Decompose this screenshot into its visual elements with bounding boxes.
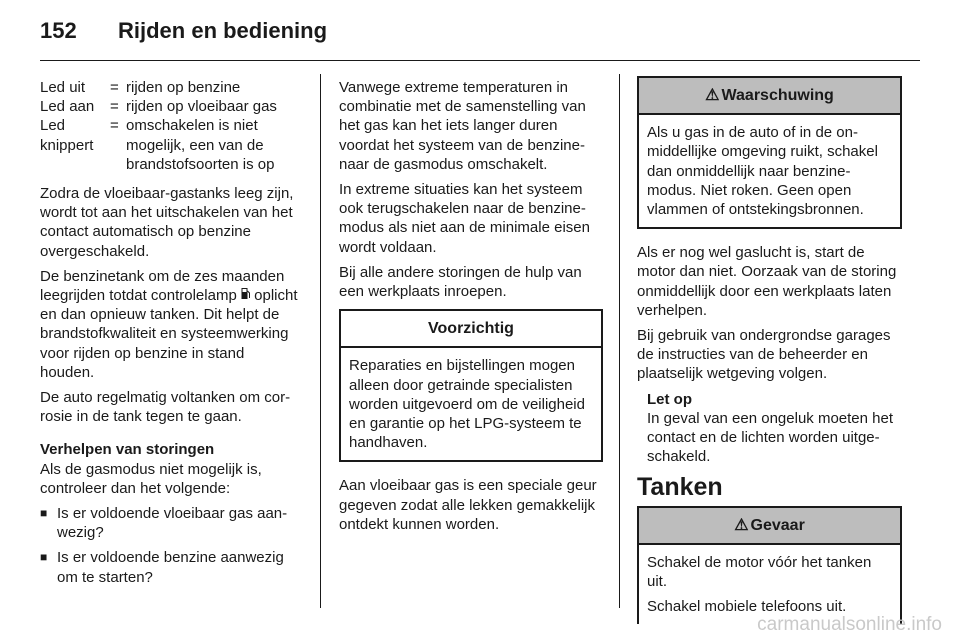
note-body: In geval van een ongeluk moeten het contact en de lichten worden uitgeschakeld. [647,409,894,466]
paragraph: Bij alle andere storingen de hulp van een werkplaats inroepen. [339,263,582,301]
legend-sep: = [110,79,119,96]
danger-body: Schakel mobiele telefoons uit. [647,598,847,616]
paragraph-text: De benzinetank om de zes maanden leegrijden totdat controlelamp [40,267,285,305]
danger-header [639,508,900,545]
page-header [40,18,327,44]
legend-term: Led knippert [40,117,94,154]
note-title: Let op [647,390,692,408]
column-divider [320,74,321,608]
legend-term: Led uit [40,79,86,96]
watermark: carmanualsonline.info [757,614,942,635]
legend-desc: rijden op vloeibaar gas [126,98,277,116]
list-item [40,548,302,586]
legend-term: Led aan [40,98,95,116]
caution-box [339,309,603,462]
header-rule [40,60,920,61]
column-1 [40,78,302,593]
danger-box [637,506,902,625]
paragraph: In extreme situaties kan het systeem ook terugschakelen naar de benzinemodus als niet aan de minimale eisen wordt voldaan. [339,181,590,256]
paragraph: Vanwege extreme temperaturen in combinatie met de samenstelling van het gas kan het iets langer duren voordat het systeem van de benzinenaar de gasmodus omschakelt. [339,79,586,173]
legend-desc: rijden op benzine [126,79,241,96]
paragraph: De auto regelmatig voltanken om corrosie in de tank tegen te gaan. [40,389,291,426]
legend-sep: = [110,117,119,135]
danger-title: Gevaar [750,516,805,534]
bullet-icon: ■ [40,550,48,565]
legend-sep: = [110,98,119,116]
paragraph-text: oplicht en dan opnieuw tanken. Dit helpt de brandstofkwaliteit en systeemwerking voor rijden op benzine in stand houden. [40,287,298,381]
danger-body: Schakel de motor vóór het tanken uit. [647,553,872,591]
warning-title: Waarschuwing [721,87,834,104]
column-divider [619,74,620,608]
bullet-icon: ■ [40,506,48,521]
section-heading: Verhelpen van storingen [40,441,215,459]
paragraph: Aan vloeibaar gas is een speciale geur gegeven zodat alle lekken gemakkelijk ontdekt kunnen worden. [339,477,597,533]
section-title: Tanken [637,473,723,502]
warning-triangle-icon: ⚠ [734,516,749,534]
warning-body: Als u gas in de auto of in de onmiddellijke omgeving ruikt, schakel dan onmiddellijk naar benzinemodus. Niet roken. Geen open vlammen of ontstekingsbronnen. [647,124,878,219]
note-block [637,390,902,467]
warning-triangle-icon: ⚠ [705,87,720,104]
warning-header [639,78,900,115]
led-legend [40,78,302,174]
page-title: Rijden en bediening [118,18,328,43]
paragraph: Zodra de vloeibaar-gastanks leeg zijn, wordt tot aan het uitschakelen van het contact automatisch op benzine overgeschakeld. [40,185,294,260]
check-list [40,504,302,587]
paragraph: Als er nog wel gaslucht is, start de motor dan niet. Oorzaak van de storing onmiddellijk door een werkplaats laten verhelpen. [637,244,897,319]
column-3 [637,76,902,638]
paragraph: Als de gasmodus niet mogelijk is, controleer dan het volgende: [40,460,262,497]
paragraph: Bij gebruik van ondergrondse garages de instructies van de beheerder en plaatselijk wetgeving volgen. [637,327,891,383]
legend-desc: omschakelen is niet mogelijk, een van de brandstofsoorten is op [126,117,275,173]
paragraph [40,267,302,382]
fuel-lamp-icon [241,286,250,305]
caution-body: Reparaties en bijstellingen mogen alleen door getrainde specialisten worden uitgevoerd om de veiligheid en garantie op het LPG-systeem te handhaven. [349,357,585,452]
caution-title: Voorzichtig [341,311,601,348]
list-item [40,504,302,542]
list-item-text: Is er voldoende vloeibaar gas aanwezig? [57,505,288,542]
list-item-text: Is er voldoende benzine aanwezig om te starten? [57,549,284,586]
page-number: 152 [40,18,77,43]
column-2 [339,78,603,540]
warning-box [637,76,902,229]
